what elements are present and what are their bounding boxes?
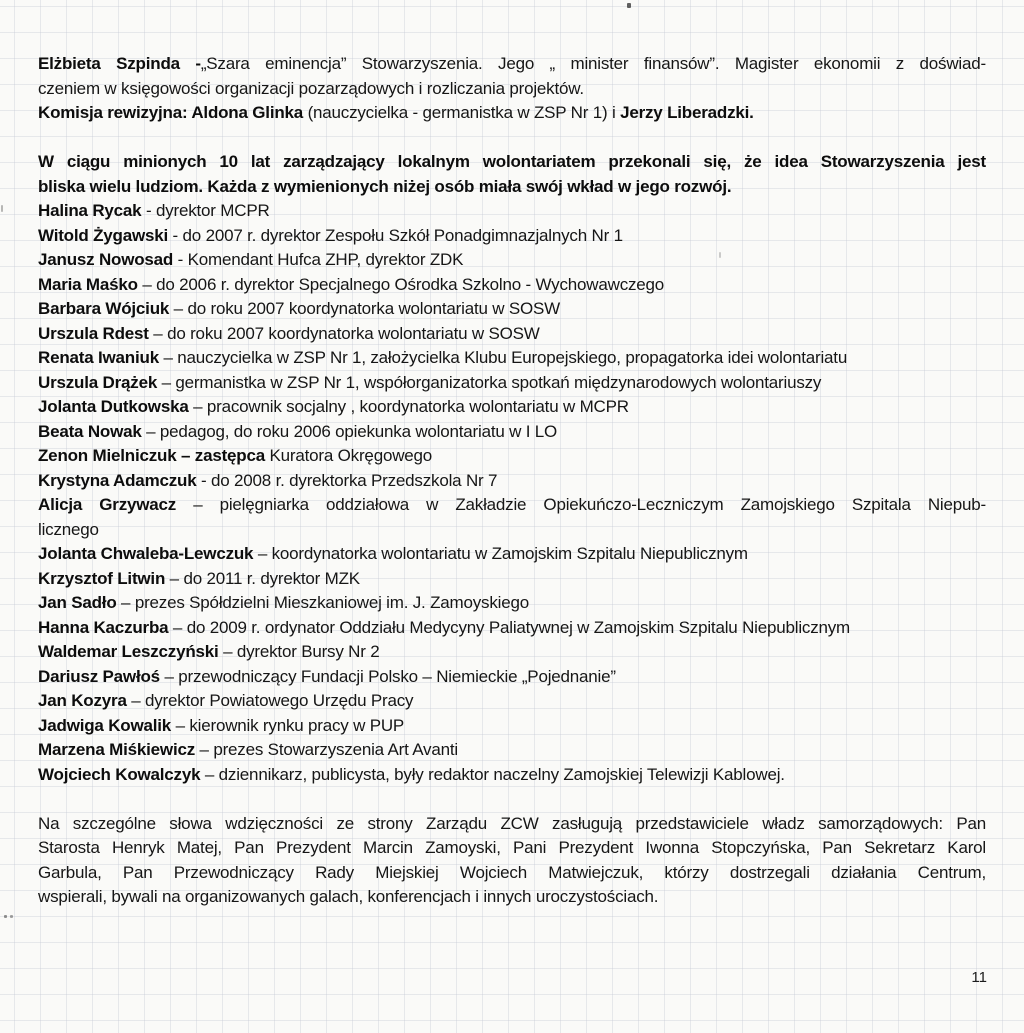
text-segment: licznego bbox=[38, 519, 99, 539]
text-line bbox=[38, 273, 986, 298]
text-segment: – dyrektor Bursy Nr 2 bbox=[218, 642, 380, 661]
text-segment: – dziennikarz, publicysta, były redaktor naczelny Zamojskiej Telewizji Kablowej. bbox=[200, 764, 785, 784]
text-line bbox=[38, 738, 986, 763]
bold-text-segment: Renata Iwaniuk bbox=[38, 348, 159, 367]
scan-speck bbox=[1, 205, 3, 212]
bold-text-segment: Jadwiga Kowalik bbox=[38, 715, 172, 735]
bold-text-segment: Marzena Miśkiewicz bbox=[38, 740, 196, 759]
scan-speck bbox=[719, 252, 721, 258]
text-segment: – przewodniczący Fundacji Polsko – Niemieckie „Pojednanie” bbox=[159, 666, 616, 686]
scan-speck bbox=[4, 915, 7, 918]
text-line bbox=[38, 616, 986, 641]
bold-text-segment: Hanna Kaczurba bbox=[38, 617, 169, 637]
text-segment: – do roku 2007 koordynatorka wolontariatu w SOSW bbox=[148, 323, 540, 343]
text-line bbox=[38, 248, 986, 273]
text-segment: – kierownik rynku pracy w PUP bbox=[171, 715, 405, 735]
bold-text-segment: bliska wielu ludziom. Każda z wymienionych niżej osób miała swój wkład w jego rozwój. bbox=[38, 176, 732, 196]
bold-text-segment: Dariusz Pawłoś bbox=[38, 666, 160, 686]
bold-text-segment: Halina Rycak bbox=[38, 201, 142, 220]
text-line bbox=[38, 542, 986, 567]
bold-text-segment: Janusz Nowosad bbox=[38, 250, 174, 269]
scan-speck bbox=[10, 915, 13, 918]
text-line bbox=[38, 640, 986, 665]
text-segment: – germanistka w ZSP Nr 1, współorganizatorka spotkań międzynarodowych wolontariuszy bbox=[157, 372, 822, 392]
bold-text-segment: Barbara Wójciuk bbox=[38, 299, 170, 318]
bold-text-segment: Urszula Drążek bbox=[38, 372, 158, 392]
text-segment: – prezes Spółdzielni Mieszkaniowej im. J. Zamoyskiego bbox=[116, 593, 529, 612]
text-line bbox=[38, 346, 986, 371]
bold-text-segment: Witold Żygawski bbox=[38, 225, 169, 245]
text-segment: – do 2009 r. ordynator Oddziału Medycyny Paliatywnej w Zamojskim Szpitalu Niepublicznym bbox=[168, 617, 851, 637]
bold-text-segment: Beata Nowak bbox=[38, 421, 142, 441]
text-line bbox=[38, 224, 986, 249]
text-line bbox=[38, 395, 986, 420]
bold-text-segment: Urszula Rdest bbox=[38, 323, 149, 343]
text-line bbox=[38, 420, 986, 445]
text-line bbox=[38, 763, 986, 788]
bold-text-segment: Elżbieta Szpinda - bbox=[38, 54, 201, 73]
text-line bbox=[38, 518, 986, 543]
bold-text-segment: Waldemar Leszczyński bbox=[38, 642, 219, 661]
paragraph-board-members bbox=[38, 52, 986, 126]
text-line bbox=[38, 175, 986, 200]
text-segment: - Komendant Hufca ZHP, dyrektor ZDK bbox=[173, 250, 464, 269]
text-segment: Starosta Henryk Matej, Pan Prezydent Marcin Zamoyski, Pani Prezydent Iwonna Stopczyńska, Pan Sekretarz Karol bbox=[38, 838, 986, 857]
text-segment: - dyrektor MCPR bbox=[141, 201, 270, 220]
text-segment: czeniem w księgowości organizacji pozarządowych i rozliczania projektów. bbox=[38, 78, 584, 98]
text-line bbox=[38, 469, 986, 494]
text-line bbox=[38, 665, 986, 690]
text-segment: wspierali, bywali na organizowanych galach, konferencjach i innych uroczystościach. bbox=[38, 887, 659, 906]
text-line bbox=[38, 812, 986, 837]
bold-text-segment: W ciągu minionych 10 lat zarządzający lokalnym wolontariatem przekonali się, że idea Stowarzyszenia jest bbox=[38, 152, 986, 171]
bold-text-segment: Jan Kozyra bbox=[38, 691, 127, 710]
text-segment: - do 2007 r. dyrektor Zespołu Szkół Ponadgimnazjalnych Nr 1 bbox=[168, 225, 623, 245]
text-segment: – prezes Stowarzyszenia Art Avanti bbox=[195, 740, 458, 759]
text-segment: – dyrektor Powiatowego Urzędu Pracy bbox=[126, 691, 414, 710]
text-segment: Garbula, Pan Przewodniczący Rady Miejskiej Wojciech Matwiejczuk, którzy dostrzegali działania Centrum, bbox=[38, 862, 986, 882]
text-segment: – do 2011 r. dyrektor MZK bbox=[165, 568, 360, 588]
text-segment: – do 2006 r. dyrektor Specjalnego Ośrodka Szkolno - Wychowawczego bbox=[137, 274, 665, 294]
bold-text-segment: Krzysztof Litwin bbox=[38, 568, 166, 588]
text-line bbox=[38, 493, 986, 518]
text-line bbox=[38, 322, 986, 347]
text-line bbox=[38, 567, 986, 592]
text-segment: - do 2008 r. dyrektorka Przedszkola Nr 7 bbox=[196, 470, 498, 490]
text-segment: – pracownik socjalny , koordynatorka wolontariatu w MCPR bbox=[188, 397, 629, 416]
text-line bbox=[38, 150, 986, 175]
text-line bbox=[38, 77, 986, 102]
bold-text-segment: Zenon Mielniczuk – zastępca bbox=[38, 446, 265, 465]
text-segment: (nauczycielka - germanistka w ZSP Nr 1) i bbox=[307, 103, 621, 122]
bold-text-segment: Komisja rewizyjna: Aldona Glinka bbox=[38, 103, 308, 122]
bold-text-segment: Krystyna Adamczuk bbox=[38, 470, 197, 490]
text-line bbox=[38, 861, 986, 886]
text-segment: – nauczycielka w ZSP Nr 1, założycielka Klubu Europejskiego, propagatorka idei wolontariatu bbox=[158, 348, 848, 367]
page-number: 11 bbox=[971, 969, 987, 986]
text-line bbox=[38, 199, 986, 224]
text-segment: – pedagog, do roku 2006 opiekunka wolontariatu w I LO bbox=[141, 421, 558, 441]
bold-text-segment: Jan Sadło bbox=[38, 593, 117, 612]
text-line bbox=[38, 444, 986, 469]
text-blocks bbox=[38, 52, 986, 910]
text-segment: Kuratora Okręgowego bbox=[265, 446, 433, 465]
bold-text-segment: Jerzy Liberadzki. bbox=[620, 103, 754, 122]
paragraph-supporters-list bbox=[38, 150, 986, 787]
text-segment: – pielęgniarka oddziałowa w Zakładzie Opiekuńczo-Leczniczym Zamojskiego Szpitala Niepub- bbox=[176, 495, 986, 514]
text-line bbox=[38, 297, 986, 322]
text-line bbox=[38, 689, 986, 714]
text-line bbox=[38, 101, 986, 126]
text-line bbox=[38, 714, 986, 739]
bold-text-segment: Jolanta Chwaleba-Lewczuk bbox=[38, 544, 254, 563]
bold-text-segment: Wojciech Kowalczyk bbox=[38, 764, 201, 784]
bold-text-segment: Alicja Grzywacz bbox=[38, 495, 177, 514]
bold-text-segment: Maria Maśko bbox=[38, 274, 138, 294]
text-line bbox=[38, 885, 986, 910]
text-line bbox=[38, 52, 986, 77]
text-segment: – koordynatorka wolontariatu w Zamojskim Szpitalu Niepublicznym bbox=[253, 544, 748, 563]
text-line bbox=[38, 371, 986, 396]
text-segment: Na szczególne słowa wdzięczności ze strony Zarządu ZCW zasługują przedstawiciele władz samorządowych: Pan bbox=[38, 813, 986, 833]
paragraph-acknowledgements bbox=[38, 812, 986, 910]
text-line bbox=[38, 591, 986, 616]
scan-speck bbox=[627, 3, 631, 8]
text-segment: „Szara eminencja” Stowarzyszenia. Jego „ minister finansów”. Magister ekonomii z doświad- bbox=[200, 54, 986, 73]
bold-text-segment: Jolanta Dutkowska bbox=[38, 397, 189, 416]
text-line bbox=[38, 836, 986, 861]
text-segment: – do roku 2007 koordynatorka wolontariatu w SOSW bbox=[169, 299, 561, 318]
